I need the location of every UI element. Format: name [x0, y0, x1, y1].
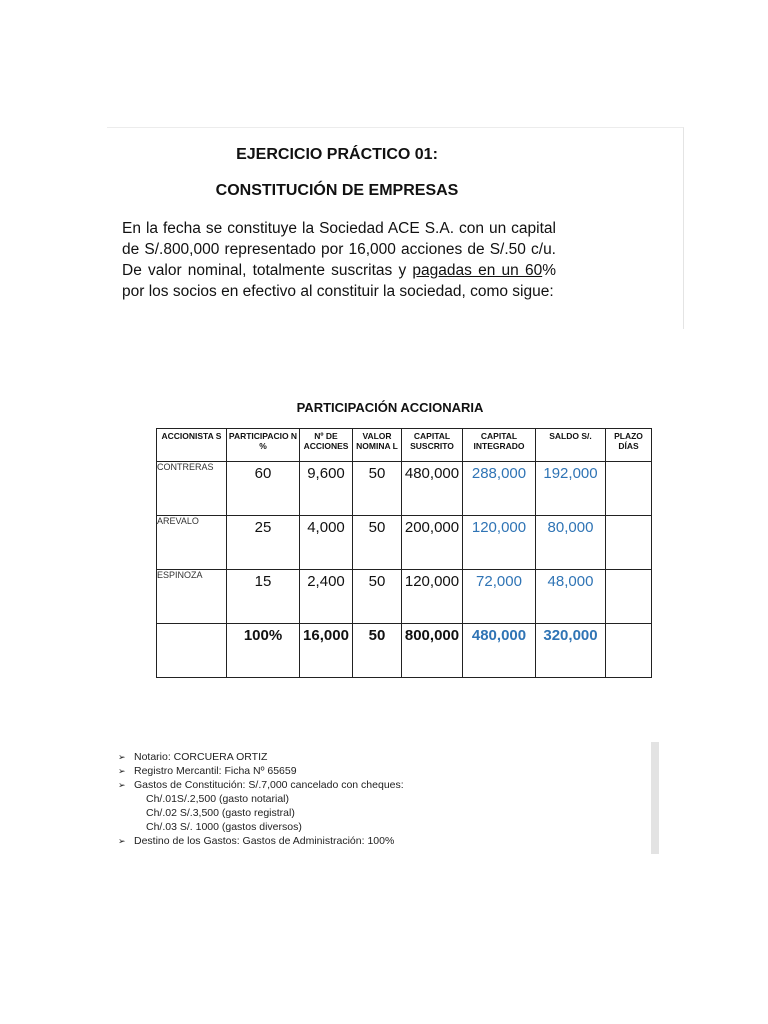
note-cheque-1: Ch/.01S/.2,500 (gasto notarial): [146, 793, 290, 805]
cell-integrado: 120,000: [463, 516, 536, 570]
note-cheque-2: Ch/.02 S/.3,500 (gasto registral): [146, 807, 295, 819]
cell-name: AREVALO: [157, 516, 227, 570]
cell-plazo: [606, 516, 652, 570]
header-plazo: PLAZO DÍAS: [606, 429, 652, 462]
cell-saldo: 192,000: [536, 462, 606, 516]
arrow-bullet-icon: ➢: [118, 780, 126, 790]
total-acciones: 16,000: [300, 624, 353, 678]
cell-acciones: 9,600: [300, 462, 353, 516]
cell-acciones: 4,000: [300, 516, 353, 570]
total-saldo: 320,000: [536, 624, 606, 678]
statement-text-1: En la fecha se constituye la Sociedad ACE S.A. con un capital de S/.800,000 representado por 16,000 acciones de S/.50 c/u. De valor nominal, totalmente suscritas y: [122, 220, 556, 279]
note-notario: Notario: CORCUERA ORTIZ: [134, 751, 268, 763]
shareholding-table: [156, 428, 652, 678]
cell-participacion: 25: [227, 516, 300, 570]
note-cheque-3: Ch/.03 S/. 1000 (gastos diversos): [146, 821, 302, 833]
cell-suscrito: 480,000: [402, 462, 463, 516]
header-saldo: SALDO S/.: [536, 429, 606, 462]
cell-plazo: [606, 462, 652, 516]
list-item: [118, 750, 404, 764]
exercise-title: EJERCICIO PRÁCTICO 01:: [236, 146, 438, 163]
cell-saldo: 48,000: [536, 570, 606, 624]
cell-valor: 50: [353, 570, 402, 624]
arrow-bullet-icon: ➢: [118, 752, 126, 762]
table-title: PARTICIPACIÓN ACCIONARIA: [296, 400, 484, 415]
cell-name: [157, 624, 227, 678]
cell-saldo: 80,000: [536, 516, 606, 570]
total-suscrito: 800,000: [402, 624, 463, 678]
note-destino: Destino de los Gastos: Gastos de Administración: 100%: [134, 835, 395, 847]
list-item: [118, 778, 404, 792]
header-accionistas: ACCIONISTA S: [157, 429, 227, 462]
cell-name: CONTRERAS: [157, 462, 227, 516]
header-capital-suscrito: CAPITAL SUSCRITO: [402, 429, 463, 462]
arrow-bullet-icon: ➢: [118, 836, 126, 846]
total-plazo: [606, 624, 652, 678]
table-row: [157, 516, 652, 570]
header-capital-integrado: CAPITAL INTEGRADO: [463, 429, 536, 462]
note-registro: Registro Mercantil: Ficha Nº 65659: [134, 765, 297, 777]
list-item: [118, 764, 404, 778]
table-row: [157, 570, 652, 624]
header-valor-nominal: VALOR NOMINA L: [353, 429, 402, 462]
statement-underlined-text: pagadas en un 60: [412, 262, 543, 279]
cell-valor: 50: [353, 462, 402, 516]
table-header-row: [157, 429, 652, 462]
statement-text-2: % por los socios en efectivo al constituir la sociedad, como sigue:: [122, 262, 556, 300]
exercise-statement: [122, 218, 556, 302]
notes-list: [118, 750, 404, 848]
cell-integrado: 288,000: [463, 462, 536, 516]
cell-participacion: 60: [227, 462, 300, 516]
table-row: [157, 462, 652, 516]
note-gastos: Gastos de Constitución: S/.7,000 cancelado con cheques:: [134, 779, 404, 791]
cell-acciones: 2,400: [300, 570, 353, 624]
list-item: [118, 834, 404, 848]
table-total-row: [157, 624, 652, 678]
total-participacion: 100%: [227, 624, 300, 678]
cell-suscrito: 200,000: [402, 516, 463, 570]
cell-integrado: 72,000: [463, 570, 536, 624]
total-integrado: 480,000: [463, 624, 536, 678]
cell-participacion: 15: [227, 570, 300, 624]
exercise-subtitle: CONSTITUCIÓN DE EMPRESAS: [215, 182, 459, 199]
scan-shade-bar: [651, 742, 659, 854]
cell-plazo: [606, 570, 652, 624]
arrow-bullet-icon: ➢: [118, 766, 126, 776]
header-participacion: PARTICIPACIO N %: [227, 429, 300, 462]
total-valor: 50: [353, 624, 402, 678]
cell-name: ESPINOZA: [157, 570, 227, 624]
cell-valor: 50: [353, 516, 402, 570]
cell-suscrito: 120,000: [402, 570, 463, 624]
header-acciones: Nº DE ACCIONES: [300, 429, 353, 462]
